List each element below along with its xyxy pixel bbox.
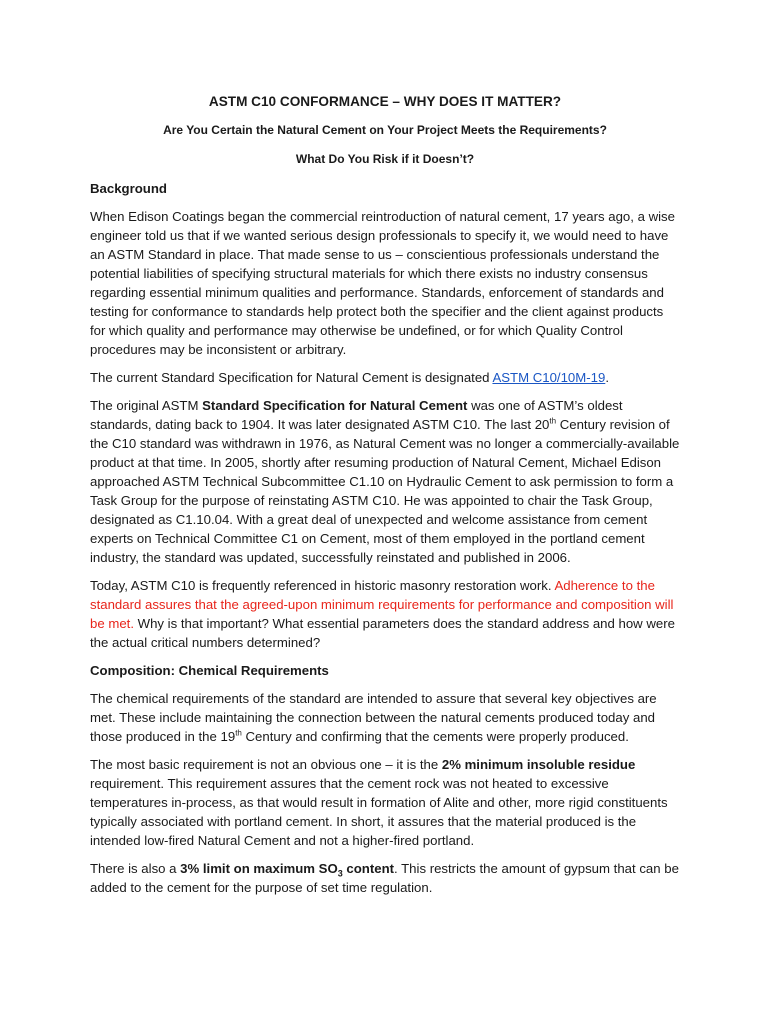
so3-text-b: . This restricts the amount of gypsum that can be added to the cement for the purpose of set time regulation. — [90, 861, 679, 895]
so3-bold-text: 3% limit on maximum SO — [180, 861, 338, 876]
chemical-text-b: Century and confirming that the cements were properly produced. — [241, 729, 629, 744]
today-highlight-red: Adherence to the standard assures that the agreed-upon minimum requirements for performance and composition will be met. — [90, 578, 674, 631]
history-bold-title: Standard Specification for Natural Cement — [202, 398, 468, 413]
page-title: ASTM C10 CONFORMANCE – WHY DOES IT MATTER? — [208, 94, 562, 109]
composition-heading: Composition: Chemical Requirements — [90, 663, 329, 678]
subtitle-certain: Are You Certain the Natural Cement on Your Project Meets the Requirements? — [163, 123, 607, 137]
chemical-text-a: The chemical requirements of the standard are intended to assure that several key objectives are met. These include maintaining the connection between the natural cements produced today and those produced in the 19 — [90, 691, 657, 744]
history-text-b: was one of ASTM’s oldest standards, dating back to 1904. It was later designated ASTM C10. The last 20 — [90, 398, 623, 432]
today-text-b: Why is that important? What essential parameters does the standard address and how were the actual critical numbers determined? — [90, 616, 675, 650]
paragraph-insoluble-residue — [90, 755, 680, 850]
paragraph-history — [90, 396, 680, 567]
subtitle-risk: What Do You Risk if it Doesn’t? — [295, 152, 475, 166]
astm-c10-link[interactable]: ASTM C10/10M-19 — [492, 370, 606, 385]
residue-text-b: requirement. This requirement assures that the cement rock was not heated to excessive temperatures in-process, as that would result in formation of Alite and other, more rigid constituents typically associated with portland cement. In short, it assures that the material produced is the intended low-fired Natural Cement and not a higher-fired portland. — [90, 776, 668, 848]
so3-text-a: There is also a — [90, 861, 181, 876]
today-text-a: Today, ASTM C10 is frequently referenced in historic masonry restoration work. — [90, 578, 555, 593]
history-text-a: The original ASTM — [90, 398, 203, 413]
paragraph-current-standard — [90, 368, 680, 387]
residue-text-a: The most basic requirement is not an obvious one – it is the — [90, 757, 442, 772]
history-text-c: Century revision of the C10 standard was withdrawn in 1976, as Natural Cement was no longer a commercially-available product at that time. In 2005, shortly after resuming production of Natural Cement, Michael Edison approached ASTM Technical Subcommittee C1.10 on Hydraulic Cement to ask permission to form a Task Group for the purpose of reinstating ASTM C10. He was appointed to chair the Task Group, designated as C1.10.04. With a great deal of unexpected and welcome assistance from cement experts on Technical Committee C1 on Cement, most of them employed in the portland cement industry, the standard was updated, successfully reinstated and published in 2006. — [90, 417, 680, 565]
history-superscript: th — [549, 416, 557, 426]
paragraph-chemical — [90, 689, 680, 746]
so3-subscript: 3 — [337, 868, 343, 879]
residue-bold: 2% minimum insoluble residue — [441, 757, 636, 772]
current-standard-text: The current Standard Specification for Natural Cement is designated — [90, 370, 493, 385]
paragraph-intro: When Edison Coatings began the commercial reintroduction of natural cement, 17 years ago, a wise engineer told us that if we wanted serious design professionals to specify it, we would need to have an ASTM Standard in place. That made sense to us – conscientious professionals understand the potential liabilities of specifying structural materials for which there exists no industry consensus regarding essential minimum qualities and performance. Standards, enforcement of standards and testing for conformance to standards help protect both the specifier and the client against products for which quality and performance may otherwise be undefined, or for which Quality Control procedures may be inconsistent or arbitrary. — [90, 209, 675, 357]
background-heading: Background — [90, 181, 167, 196]
so3-bold — [180, 861, 395, 879]
so3-bold-text-2: content — [342, 861, 395, 876]
paragraph-so3-limit — [90, 859, 680, 897]
current-standard-period: . — [605, 370, 609, 385]
paragraph-today — [90, 576, 680, 652]
chemical-superscript: th — [235, 728, 242, 738]
